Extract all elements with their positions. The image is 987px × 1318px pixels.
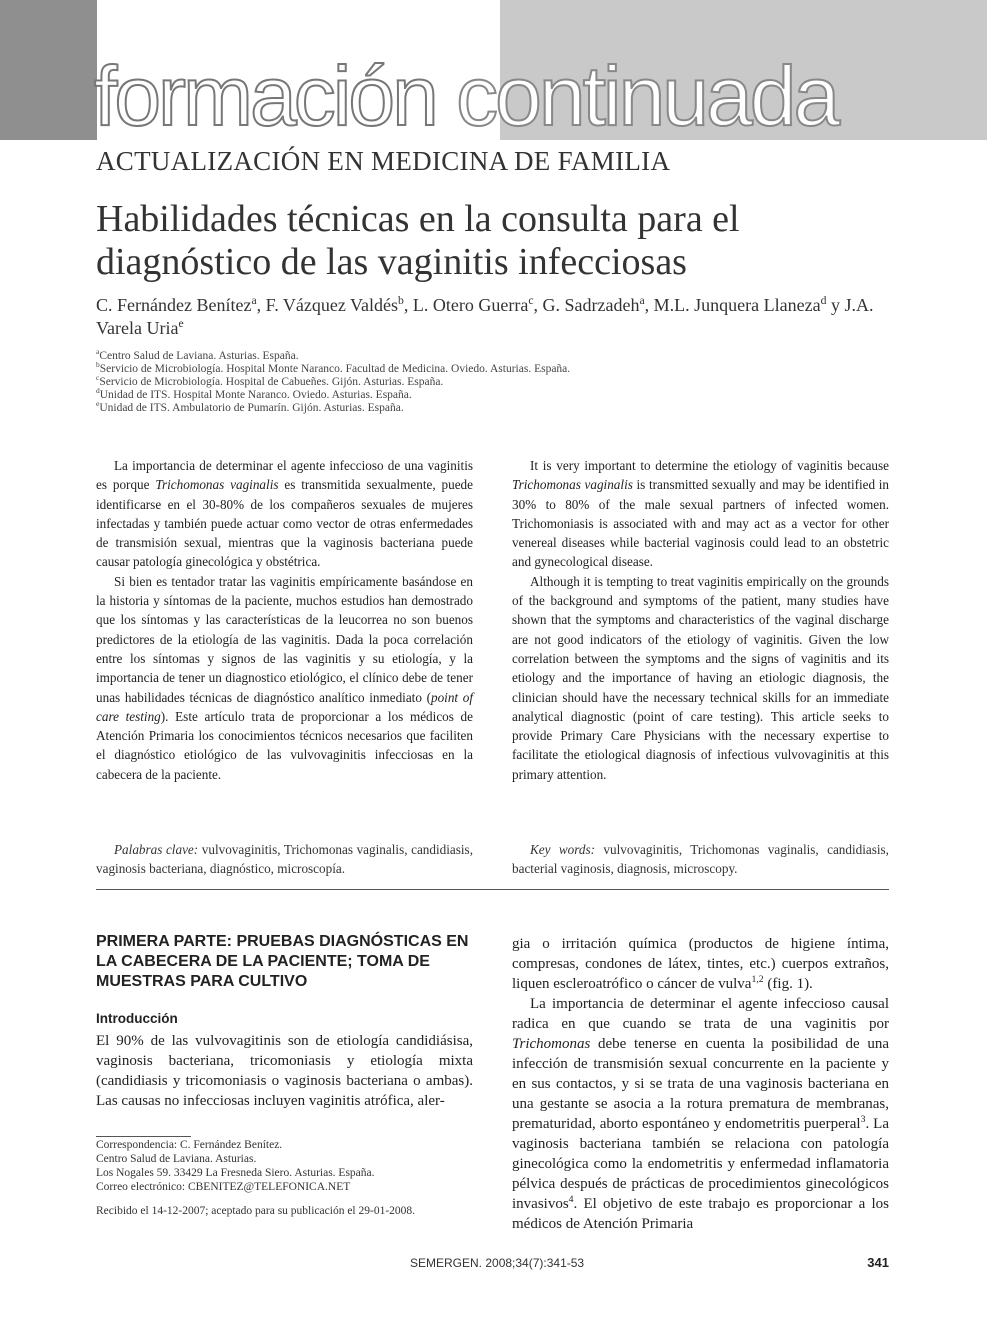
author: M.L. Junquera Llaneza$^d$ y (653, 294, 845, 315)
article-title: Habilidades técnicas en la consulta para el diagnóstico de las vaginitis infecciosas (96, 198, 740, 283)
section-title: ACTUALIZACIÓN EN MEDICINA DE FAMILIA (96, 146, 671, 176)
author: F. Vázquez Valdés$^b$, (265, 294, 413, 315)
author: G. Sadrzadeh$^a$, (542, 294, 654, 315)
abstract-english (512, 456, 889, 784)
correspondence-line: Centro Salud de Laviana. Asturias. (96, 1153, 257, 1165)
affiliation-list (96, 347, 896, 415)
abstract-paragraph: It is very important to determine the etiology of vaginitis because Trichomonas vaginalis is transmitted sexually and may be identified in 30% to 80% of the male sexual partners of infected women. Trichomoniasis is associated with and may act as a vector for other venereal diseases while bacterial vaginosis could lead to an obstetric and gynecological disease. (512, 458, 890, 570)
received-date: Recibido el 14-12-2007; aceptado para su publicación el 29-01-2008. (96, 1205, 416, 1217)
body-paragraph: gia o irritación química (productos de higiene íntima, compresas, condones de látex, tintes, etc.) cuerpos extraños, liquen escleroatrófico o cáncer de vulva$^{1,2}$ (fig. 1). (512, 936, 889, 992)
correspondence-line: Los Nogales 59. 33429 La Fresneda Siero. Asturias. España. (96, 1167, 375, 1179)
affiliation: $^b$Servicio de Microbiología. Hospital Monte Naranco. Facultad de Medicina. Oviedo. Asturias. España. (96, 360, 571, 375)
abstract-divider (96, 889, 889, 890)
correspondence-line: Correspondencia: C. Fernández Benítez. (96, 1139, 283, 1151)
author-list (96, 294, 896, 340)
affiliation: $^c$Servicio de Microbiología. Hospital de Cabueñes. Gijón. Asturias. España. (96, 373, 444, 388)
section-heading: PRIMERA PARTE: PRUEBAS DIAGNÓSTICAS EN LA CABECERA DE LA PACIENTE; TOMA DE MUESTRAS PARA CULTIVO (96, 933, 469, 990)
author: L. Otero Guerra$^c$, (412, 294, 543, 315)
author: C. Fernández Benítez$^a$, (96, 294, 266, 315)
affiliation: $^a$Centro Salud de Laviana. Asturias. España. (96, 347, 299, 362)
journal-banner (94, 49, 838, 143)
journal-citation: SEMERGEN. 2008;34(7):341-53 (410, 1256, 585, 1270)
header-gray-block (0, 0, 97, 140)
page-number: 341 (867, 1255, 889, 1270)
correspondence-block (96, 1138, 473, 1194)
correspondence-email: Correo electrónico: CBENITEZ@TELEFONICA.NET (96, 1181, 351, 1193)
banner-word-formacion: formación (94, 49, 436, 143)
keywords-spanish: Palabras clave: vulvovaginitis, Trichomonas vaginalis, candidiasis, vaginosis bacteriana, diagnóstico, microscopía. (96, 842, 473, 877)
affiliation: $^d$Unidad de ITS. Hospital Monte Naranco. Oviedo. Asturias. España. (96, 386, 412, 401)
body-right-column (512, 934, 889, 1234)
affiliation: $^e$Unidad de ITS. Ambulatorio de Pumarín. Gijón. Asturias. España. (96, 399, 404, 414)
body-left-column (96, 1031, 473, 1111)
subsection-heading: Introducción (96, 1011, 178, 1026)
body-paragraph: El 90% de las vulvovagitinis son de etiología candidiásisa, vaginosis bacteriana, tricomoniasis y etiología mixta (candidiasis y tricomoniasis o vaginosis bacteriana o ambas). Las causas no infecciosas incluyen vaginitis atrófica, aler- (96, 1033, 473, 1109)
abstract-paragraph: Si bien es tentador tratar las vaginitis empíricamente basándose en la historia y síntomas de la paciente, muchos estudios han demostrado que los síntomas y las características de la leucorrea no son buenos predictores de la etiología de las vaginitis. Dada la poca correlación entre los síntomas y signos de las vaginitis y su etiología, y la importancia de tener un diagnostico etiológico, el clínico debe de tener unas habilidades técnicas de diagnóstico analítico inmediato (point of care testing). Este artículo trata de proporcionar a los médicos de Atención Primaria los conocimientos técnicos necesarios que faciliten el diagnóstico etiológico de las vulvovaginitis infecciosas en la cabecera de la paciente. (96, 573, 474, 782)
footnote-rule (96, 1136, 191, 1137)
author: J.A. Varela Uria$^e$ (96, 295, 874, 338)
abstract-paragraph: Although it is tempting to treat vaginitis empirically on the grounds of the background and symptoms of the patient, many studies have shown that the symptoms and characteristics of the vaginal discharge are not good indicators of the etiology of vaginitis. Given the low correlation between the symptoms and the signs of vaginitis and its etiology and the importance of having an etiologic diagnosis, the clinician should have the necessary technical skills for an immediate analytical diagnostic (point of care testing). This article seeks to provide Primary Care Physicians with the necessary expertise to facilitate the etiological diagnosis of infectious vulvovaginitis at this primary attention. (512, 573, 889, 782)
abstract-spanish (96, 456, 473, 784)
abstract-paragraph: La importancia de determinar el agente infeccioso de una vaginitis es porque Trichomonas vaginalis es transmitida sexualmente, puede identificarse en el 30-80% de los compañeros sexuales de mujeres infectadas y también puede actuar como vector de otras enfermedades de transmisión sexual, mientras que la vaginosis bacteriana puede causar patología ginecológica y obstétrica. (96, 458, 474, 570)
keywords-english: Key words: vulvovaginitis, Trichomonas vaginalis, candidiasis, bacterial vaginosis, diagnosis, microscopy. (512, 842, 889, 877)
banner-word-continuada: continuada (456, 49, 838, 143)
body-paragraph: La importancia de determinar el agente infeccioso causal radica en que cuando se trata de una vaginitis por Trichomonas debe tenerse en cuenta la posibilidad de una infección de transmisión sexual concurrente en la paciente y en sus contactos, y si se trata de una vaginosis bacteriana en una gestante se asocia a la rotura prematura de membranas, prematuridad, aborto espontáneo y endometritis puerperal$^3$. La vaginosis bacteriana también se relaciona con patología ginecológica como la endometritis y enfermedad inflamatoria pélvica después de prácticas de procedimientos ginecológicos invasivos$^4$. El objetivo de este trabajo es proporcionar a los médicos de Atención Primaria (512, 996, 889, 1232)
